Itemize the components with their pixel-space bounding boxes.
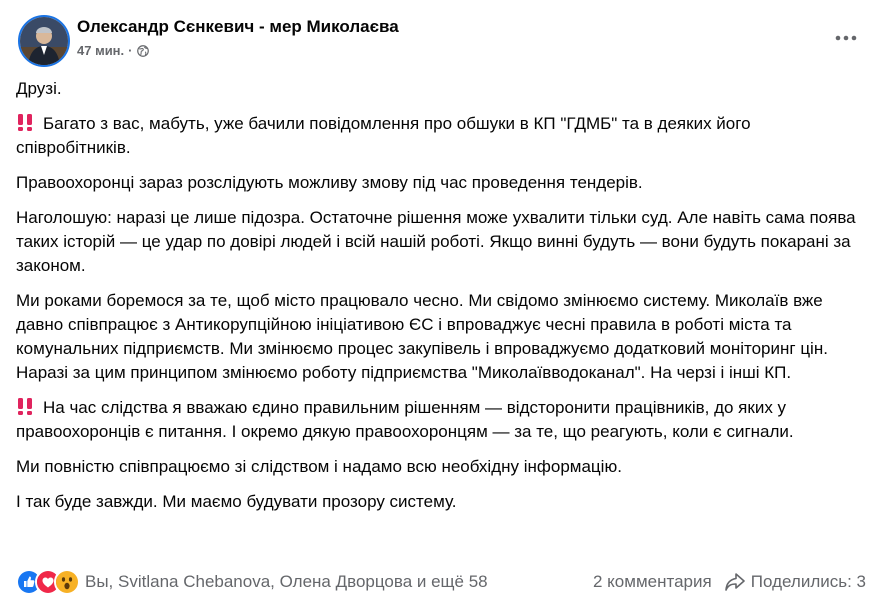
paragraph-text: Ми роками боремося за те, щоб місто працювало чесно. Ми свідомо змінюємо систему. Миколаїв вже давно співпрацює з Антикорупційною ініціативою ЄС і впроваджує чесні правила в роботі міста та комунальних підприємств. Ми змінюємо процес закупівель і впроваджуємо додатковий моніторинг цін. Наразі за цим принципом змінюємо роботу підприємства "Миколаївводоканал". На черзі і інші КП.	[16, 291, 828, 382]
paragraph-text: Наголошую: наразі це лише підозра. Остаточне рішення може ухвалити тільки суд. Але навіть сама поява таких історій — це удар по довірі людей і всій нашій роботі. Якщо винні будуть — вони будуть покарані за законом.	[16, 208, 856, 275]
double-exclamation-icon	[16, 398, 35, 415]
author-name[interactable]: Олександр Сєнкевич - мер Миколаєва	[77, 17, 399, 36]
author-avatar[interactable]	[18, 15, 70, 67]
globe-icon	[137, 45, 149, 57]
shares-count[interactable]	[725, 572, 866, 592]
reactions-names: Вы, Svitlana Chebanova, Олена Дворцова и ещё 58	[85, 572, 488, 591]
paragraph-text: Друзі.	[16, 79, 62, 98]
post-paragraph	[16, 455, 866, 479]
reactions-summary[interactable]	[16, 569, 488, 595]
shares-label: Поделились: 3	[750, 572, 866, 591]
post-paragraph	[16, 112, 866, 160]
double-exclamation-icon	[16, 114, 35, 131]
post-paragraph	[16, 171, 866, 195]
wow-icon	[54, 569, 80, 595]
comments-count[interactable]: 2 комментария	[593, 572, 712, 591]
more-horizontal-icon	[835, 35, 857, 41]
meta-separator: ·	[128, 43, 133, 58]
post-paragraph	[16, 490, 866, 514]
paragraph-text: Ми повністю співпрацюємо зі слідством і надамо всю необхідну інформацію.	[16, 457, 622, 476]
paragraph-text: На час слідства я вважаю єдино правильним рішенням — відсторонити працівників, до яких у правоохоронців є питання. І окремо дякую правоохоронцям — за те, що реагують, коли є сигнали.	[16, 398, 794, 441]
share-icon	[725, 573, 745, 591]
post-meta	[77, 43, 149, 58]
post-paragraph	[16, 77, 866, 101]
paragraph-text: Багато з вас, мабуть, уже бачили повідомлення про обшуки в КП "ГДМБ" та в деяких його співробітників.	[16, 114, 751, 157]
paragraph-text: І так буде завжди. Ми маємо будувати прозору систему.	[16, 492, 457, 511]
post-menu-button[interactable]	[828, 25, 864, 51]
post-paragraph	[16, 396, 866, 444]
post-paragraph	[16, 206, 866, 278]
post-header	[16, 13, 866, 69]
post-paragraph	[16, 289, 866, 385]
post-timestamp[interactable]: 47 мин.	[77, 43, 125, 58]
post-footer	[16, 569, 866, 595]
paragraph-text: Правоохоронці зараз розслідують можливу змову під час проведення тендерів.	[16, 173, 643, 192]
avatar-photo	[20, 17, 68, 65]
post-body	[16, 77, 866, 525]
